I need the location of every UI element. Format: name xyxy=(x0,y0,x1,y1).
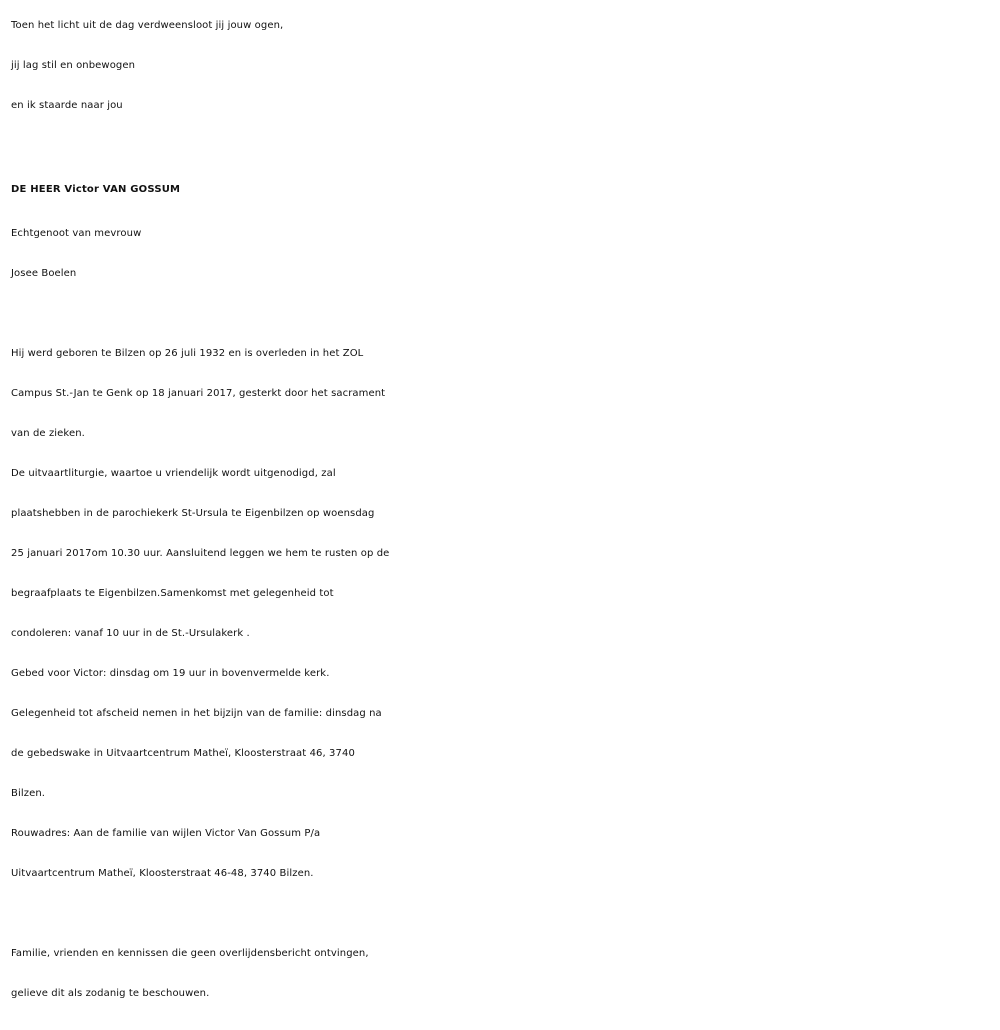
closing-line: gelieve dit als zodanig te beschouwen. xyxy=(11,988,210,999)
body-line: plaatshebben in de parochiekerk St-Ursula te Eigenbilzen op woensdag xyxy=(11,508,375,519)
spouse-line: Echtgenoot van mevrouw xyxy=(11,228,142,239)
body-line: Gebed voor Victor: dinsdag om 19 uur in bovenvermelde kerk. xyxy=(11,668,330,679)
body-line: Campus St.-Jan te Genk op 18 januari 2017, gesterkt door het sacrament xyxy=(11,388,386,399)
poem-line: Toen het licht uit de dag verdweensloot jij jouw ogen, xyxy=(11,20,284,31)
poem xyxy=(11,6,991,126)
deceased-name: DE HEER Victor VAN GOSSUM xyxy=(11,184,181,195)
body-line: Gelegenheid tot afscheid nemen in het bijzijn van de familie: dinsdag na xyxy=(11,708,382,719)
body-line: Hij werd geboren te Bilzen op 26 juli 1932 en is overleden in het ZOL xyxy=(11,348,364,359)
obituary-notice xyxy=(11,6,991,1014)
spouse-line: Josee Boelen xyxy=(11,268,77,279)
body-line: 25 januari 2017om 10.30 uur. Aansluitend leggen we hem te rusten op de xyxy=(11,548,390,559)
closing-line: Familie, vrienden en kennissen die geen overlijdensbericht ontvingen, xyxy=(11,948,369,959)
body-line: De uitvaartliturgie, waartoe u vriendelijk wordt uitgenodigd, zal xyxy=(11,468,336,479)
poem-line: en ik staarde naar jou xyxy=(11,100,123,111)
spouse-info xyxy=(11,214,991,294)
body-line: Rouwadres: Aan de familie van wijlen Victor Van Gossum P/a xyxy=(11,828,321,839)
closing-note xyxy=(11,934,991,1014)
body-line: begraafplaats te Eigenbilzen.Samenkomst met gelegenheid tot xyxy=(11,588,334,599)
body-line: Bilzen. xyxy=(11,788,46,799)
body-line: condoleren: vanaf 10 uur in de St.-Ursulakerk . xyxy=(11,628,250,639)
body-line: de gebedswake in Uitvaartcentrum Matheï, Kloosterstraat 46, 3740 xyxy=(11,748,355,759)
poem-line: jij lag stil en onbewogen xyxy=(11,60,136,71)
body-line: van de zieken. xyxy=(11,428,85,439)
body-line: Uitvaartcentrum Matheï, Kloosterstraat 46-48, 3740 Bilzen. xyxy=(11,868,314,879)
obituary-body xyxy=(11,334,991,894)
